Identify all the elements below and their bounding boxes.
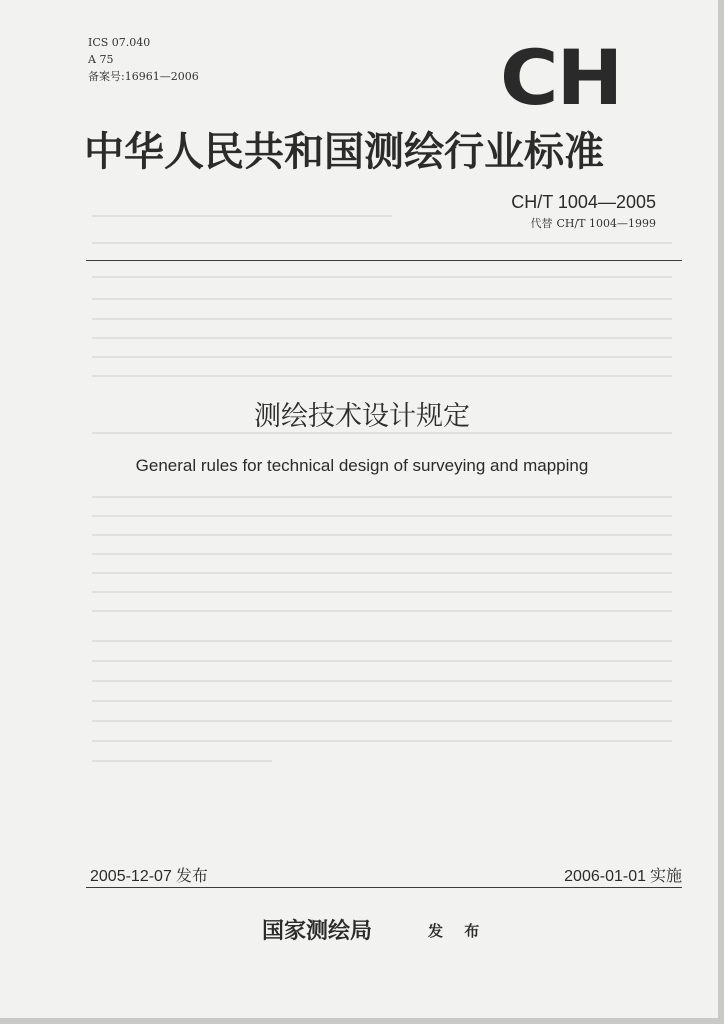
header-divider: [86, 260, 682, 261]
issuing-authority: 国家测绘局: [262, 919, 373, 944]
replaces-number: CH/T 1004—1999: [556, 217, 656, 230]
footer-divider: [86, 887, 682, 888]
scan-edge-right: [718, 0, 724, 1024]
standard-category-title: 中华人民共和国测绘行业标准: [84, 129, 604, 175]
effective-date: 2006-01-01: [564, 868, 646, 885]
effective-date-line: [564, 863, 682, 886]
publish-date-line: [90, 863, 208, 886]
effective-label: 实施: [649, 868, 682, 885]
replaces-line: [530, 215, 656, 231]
ch-logo: CH: [500, 33, 622, 122]
standard-number: CH/T 1004—2005: [511, 192, 656, 212]
publish-date: 2005-12-07: [90, 868, 172, 885]
publish-label: 发布: [175, 868, 208, 885]
scan-edge-bottom: [0, 1018, 724, 1024]
replaces-label: 代替: [530, 217, 553, 230]
document-title-chinese: 测绘技术设计规定: [254, 401, 470, 432]
document-title-english: General rules for technical design of surveying and mapping: [135, 456, 589, 475]
issued-label: 发 布: [428, 922, 488, 940]
ics-code: ICS 07.040: [88, 36, 151, 49]
record-number: 备案号:16961—2006: [88, 70, 199, 83]
classification-code: A 75: [88, 53, 114, 66]
